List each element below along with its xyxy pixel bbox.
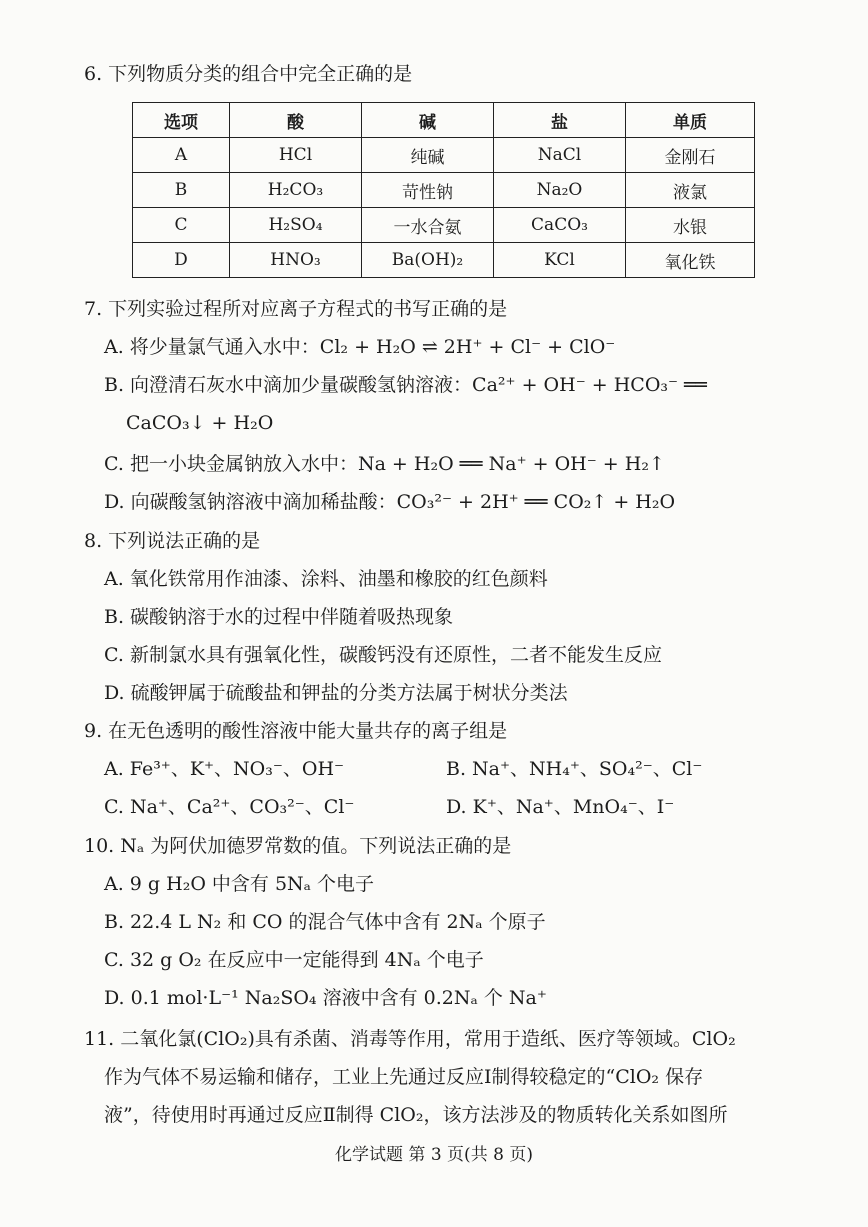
- table-cell: H₂CO₃: [230, 173, 362, 208]
- q9-option-c: C. Na⁺、Ca²⁺、CO₃²⁻、Cl⁻: [104, 796, 355, 818]
- table-cell: KCl: [494, 243, 626, 278]
- table-cell: HNO₃: [230, 243, 362, 278]
- q10-option-d: D. 0.1 mol·L⁻¹ Na₂SO₄ 溶液中含有 0.2Nₐ 个 Na⁺: [104, 987, 547, 1009]
- table-cell: 氧化铁: [626, 243, 755, 278]
- table-cell: 液氯: [626, 173, 755, 208]
- q10-stem: 10. Nₐ 为阿伏加德罗常数的值。下列说法正确的是: [84, 835, 512, 857]
- q10-option-c: C. 32 g O₂ 在反应中一定能得到 4Nₐ 个电子: [104, 949, 484, 971]
- header-salt: 盐: [494, 103, 626, 138]
- q8-option-a: A. 氧化铁常用作油漆、涂料、油墨和橡胶的红色颜料: [104, 568, 548, 590]
- header-base: 碱: [362, 103, 494, 138]
- q9-option-a: A. Fe³⁺、K⁺、NO₃⁻、OH⁻: [104, 758, 345, 780]
- table-cell: C: [133, 208, 230, 243]
- q6-stem: 6. 下列物质分类的组合中完全正确的是: [84, 63, 413, 85]
- q10-option-a: A. 9 g H₂O 中含有 5Nₐ 个电子: [104, 873, 375, 895]
- q8-option-b: B. 碳酸钠溶于水的过程中伴随着吸热现象: [104, 606, 454, 628]
- table-header-row: [133, 103, 755, 138]
- table-cell: Na₂O: [494, 173, 626, 208]
- q8-stem: 8. 下列说法正确的是: [84, 530, 261, 552]
- table-row: [133, 243, 755, 278]
- q6-table: [132, 102, 755, 278]
- q9-option-b: B. Na⁺、NH₄⁺、SO₄²⁻、Cl⁻: [446, 758, 703, 780]
- q7-option-c: C. 把一小块金属钠放入水中：Na + H₂O ══ Na⁺ + OH⁻ + H₂↑: [104, 453, 665, 475]
- q7-option-a: A. 将少量氯气通入水中：Cl₂ + H₂O ⇌ 2H⁺ + Cl⁻ + ClO⁻: [104, 336, 616, 358]
- q11-line-2: 作为气体不易运输和储存，工业上先通过反应Ⅰ制得较稳定的“ClO₂ 保存: [104, 1066, 704, 1088]
- table-cell: 金刚石: [626, 138, 755, 173]
- q7-stem: 7. 下列实验过程所对应离子方程式的书写正确的是: [84, 298, 508, 320]
- q9-option-d: D. K⁺、Na⁺、MnO₄⁻、I⁻: [446, 796, 675, 818]
- header-option: 选项: [133, 103, 230, 138]
- q11-line-1: 11. 二氧化氯(ClO₂)具有杀菌、消毒等作用，常用于造纸、医疗等领域。ClO₂: [84, 1028, 736, 1050]
- table-cell: D: [133, 243, 230, 278]
- table-cell: 水银: [626, 208, 755, 243]
- table-cell: H₂SO₄: [230, 208, 362, 243]
- table-cell: HCl: [230, 138, 362, 173]
- header-element: 单质: [626, 103, 755, 138]
- page-footer: 化学试题 第 3 页(共 8 页): [335, 1145, 533, 1165]
- table-cell: CaCO₃: [494, 208, 626, 243]
- table-cell: 一水合氨: [362, 208, 494, 243]
- table-cell: 苛性钠: [362, 173, 494, 208]
- q9-stem: 9. 在无色透明的酸性溶液中能大量共存的离子组是: [84, 720, 508, 742]
- q8-option-c: C. 新制氯水具有强氧化性，碳酸钙没有还原性，二者不能发生反应: [104, 644, 662, 666]
- table-row: [133, 138, 755, 173]
- q7-option-d: D. 向碳酸氢钠溶液中滴加稀盐酸：CO₃²⁻ + 2H⁺ ══ CO₂↑ + H₂O: [104, 491, 676, 513]
- q8-option-d: D. 硫酸钾属于硫酸盐和钾盐的分类方法属于树状分类法: [104, 682, 568, 704]
- table-cell: NaCl: [494, 138, 626, 173]
- table-row: [133, 173, 755, 208]
- q7-option-b-cont: CaCO₃↓ + H₂O: [126, 412, 274, 434]
- table-cell: B: [133, 173, 230, 208]
- table-row: [133, 208, 755, 243]
- table-cell: 纯碱: [362, 138, 494, 173]
- table-cell: A: [133, 138, 230, 173]
- header-acid: 酸: [230, 103, 362, 138]
- q7-option-b: B. 向澄清石灰水中滴加少量碳酸氢钠溶液：Ca²⁺ + OH⁻ + HCO₃⁻ ══: [104, 374, 707, 396]
- q11-line-3: 液”，待使用时再通过反应Ⅱ制得 ClO₂，该方法涉及的物质转化关系如图所: [104, 1104, 728, 1126]
- q10-option-b: B. 22.4 L N₂ 和 CO 的混合气体中含有 2Nₐ 个原子: [104, 911, 546, 933]
- table-cell: Ba(OH)₂: [362, 243, 494, 278]
